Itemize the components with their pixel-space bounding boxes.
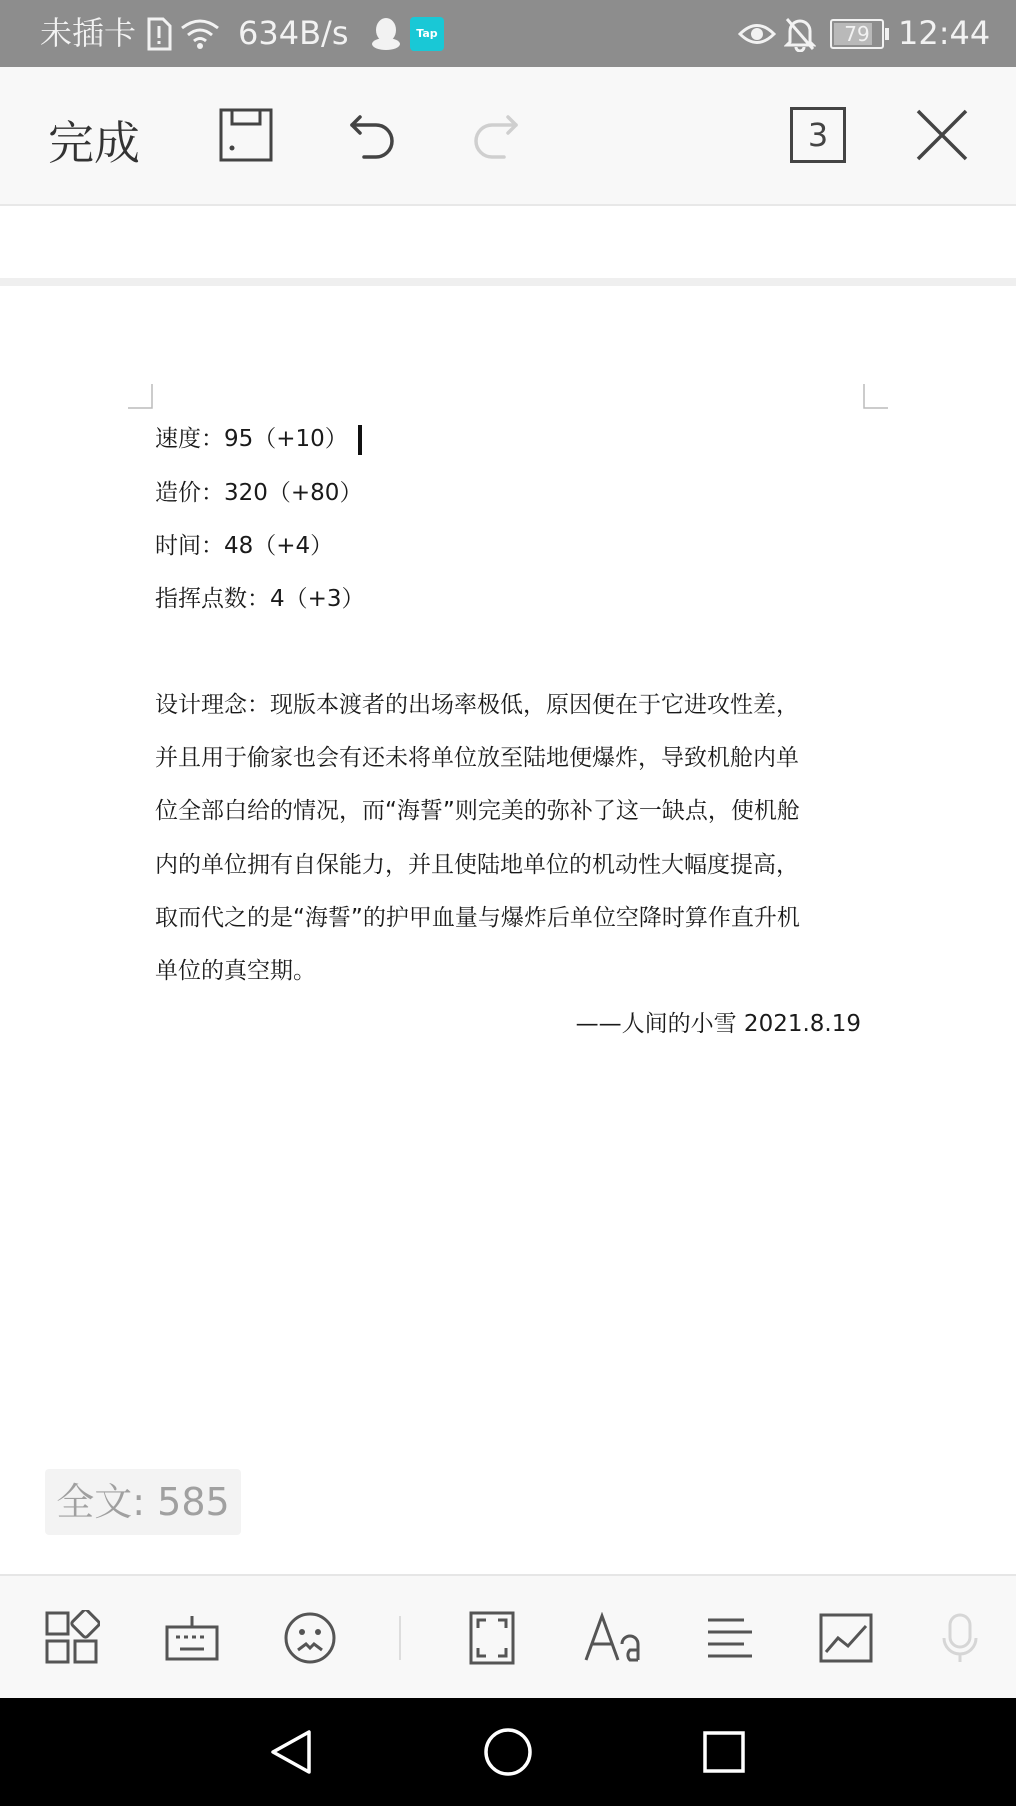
redo-icon[interactable] — [466, 105, 526, 165]
recents-icon[interactable] — [700, 1698, 748, 1806]
keyboard-icon[interactable] — [164, 1576, 220, 1700]
paragraph-line: 并且用于偷家也会有还未将单位放至陆地便爆炸，导致机舱内单 — [155, 745, 799, 771]
stat-line-cost: 造价：320（+80） — [155, 480, 363, 506]
back-icon[interactable] — [266, 1698, 316, 1806]
stat-line-command-points: 指挥点数：4（+3） — [155, 586, 365, 612]
carrier-label: 未插卡 — [40, 14, 137, 52]
divider — [0, 278, 1016, 286]
qq-penguin-icon — [370, 0, 402, 67]
fullscreen-icon[interactable] — [464, 1576, 520, 1700]
image-icon[interactable] — [818, 1576, 874, 1700]
text-cursor — [358, 425, 362, 455]
undo-icon[interactable] — [342, 105, 402, 165]
toolbar-separator — [398, 1576, 402, 1700]
margin-corner-right — [862, 384, 888, 410]
system-nav-bar — [0, 1698, 1016, 1806]
margin-corner-left — [128, 384, 154, 410]
word-count-badge: 全文: 585 — [45, 1469, 241, 1535]
stat-line-time: 时间：48（+4） — [155, 533, 334, 559]
font-icon[interactable] — [582, 1576, 642, 1700]
bottom-toolbar — [0, 1574, 1016, 1700]
stat-line-speed: 速度：95（+10） — [155, 420, 362, 455]
sim-alert-icon — [146, 0, 172, 67]
page-count-icon[interactable]: 3 — [790, 107, 846, 163]
net-speed: 634B/s — [238, 14, 349, 52]
battery-level: 79 — [844, 21, 870, 46]
paragraph-line: 取而代之的是“海誓”的护甲血量与爆炸后单位空降时算作直升机 — [155, 905, 800, 931]
signature: ——人间的小雪 2021.8.19 — [575, 1011, 861, 1037]
paragraph-line: 内的单位拥有自保能力，并且使陆地单位的机动性大幅度提高， — [155, 852, 799, 878]
paragraph-line: 单位的真空期。 — [155, 958, 316, 984]
home-icon[interactable] — [482, 1698, 534, 1806]
wifi-icon — [180, 0, 220, 67]
clock: 12:44 — [898, 14, 991, 52]
document-page[interactable] — [0, 286, 1016, 1574]
paragraph-align-icon[interactable] — [702, 1576, 758, 1700]
apps-grid-icon[interactable] — [44, 1576, 100, 1700]
paragraph-line: 设计理念：现版本渡者的出场率极低，原因便在于它进攻性差， — [155, 692, 799, 718]
eye-icon — [738, 0, 776, 67]
paragraph-line: 位全部白给的情况，而“海誓”则完美的弥补了这一缺点，使机舱 — [155, 798, 800, 824]
status-bar — [0, 0, 1016, 67]
bell-off-icon — [784, 0, 816, 67]
battery-icon — [830, 0, 884, 67]
tap-app-icon: Tap — [410, 0, 444, 67]
emoji-icon[interactable] — [282, 1576, 338, 1700]
close-icon[interactable] — [912, 105, 972, 165]
format-subbar — [0, 206, 1016, 278]
save-icon[interactable] — [216, 105, 276, 165]
done-button[interactable]: 完成 — [48, 116, 140, 170]
microphone-icon[interactable] — [940, 1576, 980, 1700]
editor-toolbar — [0, 67, 1016, 206]
